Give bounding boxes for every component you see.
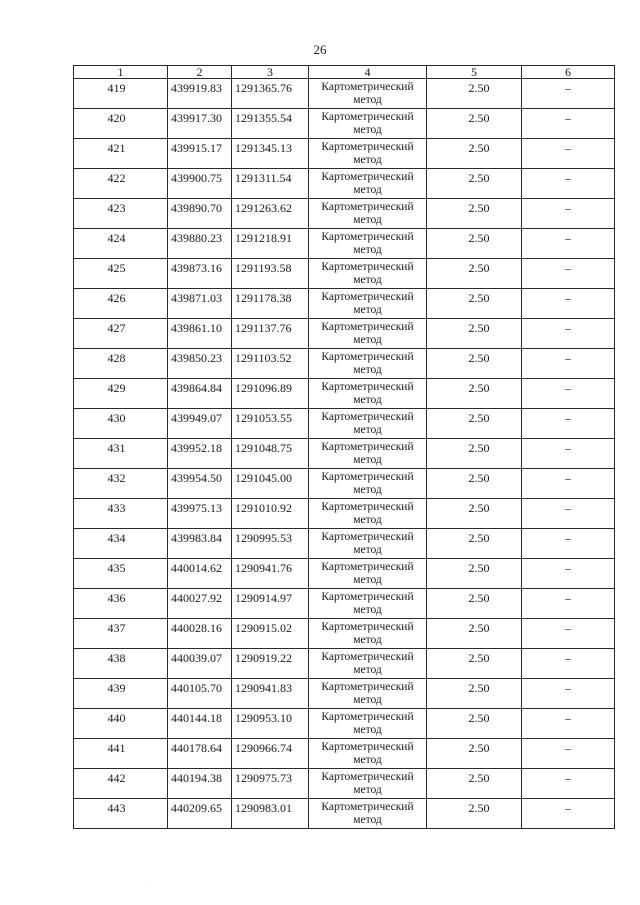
point-number-cell: 428 [74,349,168,379]
table-row [74,559,615,589]
method-cell [309,649,427,679]
method-line-2: метод [353,694,382,706]
point-number-cell: 432 [74,469,168,499]
method-cell [309,589,427,619]
method-line-1: Картометрический [321,171,414,183]
note-cell: – [522,589,615,619]
accuracy-cell: 2.50 [427,409,522,439]
method-line-1: Картометрический [321,411,414,423]
y-coordinate-cell: 1291010.92 [232,499,309,529]
y-coordinate-cell: 1291218.91 [232,229,309,259]
accuracy-cell: 2.50 [427,289,522,319]
table-row [74,79,615,109]
table-row [74,529,615,559]
note-cell: – [522,769,615,799]
accuracy-cell: 2.50 [427,79,522,109]
method-line-2: метод [353,484,382,496]
point-number-cell: 430 [74,409,168,439]
column-header: 6 [522,66,615,79]
method-cell [309,349,427,379]
method-cell [309,769,427,799]
method-cell [309,619,427,649]
table-row [74,259,615,289]
y-coordinate-cell: 1291137.76 [232,319,309,349]
method-cell [309,529,427,559]
method-line-2: метод [353,724,382,736]
page-number: 26 [313,42,327,57]
point-number-cell: 425 [74,259,168,289]
point-number-cell: 422 [74,169,168,199]
accuracy-cell: 2.50 [427,499,522,529]
accuracy-cell: 2.50 [427,559,522,589]
method-cell [309,469,427,499]
table-row [74,649,615,679]
note-cell: – [522,799,615,829]
method-line-2: метод [353,304,382,316]
method-line-1: Картометрический [321,201,414,213]
point-number-cell: 442 [74,769,168,799]
column-header: 2 [168,66,232,79]
note-cell: – [522,109,615,139]
y-coordinate-cell: 1291345.13 [232,139,309,169]
y-coordinate-cell: 1291365.76 [232,79,309,109]
x-coordinate-cell: 440014.62 [168,559,232,589]
accuracy-cell: 2.50 [427,379,522,409]
accuracy-cell: 2.50 [427,799,522,829]
y-coordinate-cell: 1290919.22 [232,649,309,679]
note-cell: – [522,469,615,499]
accuracy-cell: 2.50 [427,649,522,679]
y-coordinate-cell: 1290915.02 [232,619,309,649]
note-cell: – [522,739,615,769]
method-line-1: Картометрический [321,561,414,573]
point-number-cell: 436 [74,589,168,619]
point-number-cell: 435 [74,559,168,589]
y-coordinate-cell: 1291053.55 [232,409,309,439]
table-row [74,319,615,349]
method-line-2: метод [353,754,382,766]
note-cell: – [522,409,615,439]
note-cell: – [522,79,615,109]
note-cell: – [522,199,615,229]
method-line-2: метод [353,154,382,166]
x-coordinate-cell: 440144.18 [168,709,232,739]
x-coordinate-cell: 439952.18 [168,439,232,469]
table-row [74,769,615,799]
table-row [74,289,615,319]
method-line-1: Картометрический [321,141,414,153]
point-number-cell: 427 [74,319,168,349]
x-coordinate-cell: 439864.84 [168,379,232,409]
x-coordinate-cell: 439861.10 [168,319,232,349]
table-row [74,709,615,739]
point-number-cell: 439 [74,679,168,709]
method-line-1: Картометрический [321,591,414,603]
y-coordinate-cell: 1291263.62 [232,199,309,229]
method-cell [309,229,427,259]
method-line-1: Картометрический [321,651,414,663]
y-coordinate-cell: 1291311.54 [232,169,309,199]
method-line-1: Картометрический [321,771,414,783]
x-coordinate-cell: 439890.70 [168,199,232,229]
method-line-1: Картометрический [321,501,414,513]
table-header-row [74,66,615,79]
note-cell: – [522,529,615,559]
table-row [74,409,615,439]
column-header: 5 [427,66,522,79]
method-line-2: метод [353,664,382,676]
method-cell [309,199,427,229]
y-coordinate-cell: 1290983.01 [232,799,309,829]
y-coordinate-cell: 1291048.75 [232,439,309,469]
note-cell: – [522,259,615,289]
point-number-cell: 421 [74,139,168,169]
coordinates-table [73,65,615,829]
method-line-1: Картометрический [321,321,414,333]
method-line-1: Картометрический [321,261,414,273]
x-coordinate-cell: 440178.64 [168,739,232,769]
method-cell [309,109,427,139]
method-line-2: метод [353,334,382,346]
method-line-1: Картометрический [321,111,414,123]
method-line-2: метод [353,634,382,646]
accuracy-cell: 2.50 [427,319,522,349]
note-cell: – [522,439,615,469]
accuracy-cell: 2.50 [427,139,522,169]
method-line-1: Картометрический [321,441,414,453]
table-row [74,469,615,499]
point-number-cell: 419 [74,79,168,109]
x-coordinate-cell: 439954.50 [168,469,232,499]
y-coordinate-cell: 1291045.00 [232,469,309,499]
note-cell: – [522,349,615,379]
column-header: 4 [309,66,427,79]
accuracy-cell: 2.50 [427,619,522,649]
accuracy-cell: 2.50 [427,109,522,139]
accuracy-cell: 2.50 [427,259,522,289]
point-number-cell: 420 [74,109,168,139]
method-line-2: метод [353,814,382,826]
y-coordinate-cell: 1290941.83 [232,679,309,709]
method-cell [309,679,427,709]
method-line-2: метод [353,94,382,106]
x-coordinate-cell: 439900.75 [168,169,232,199]
method-cell [309,499,427,529]
note-cell: – [522,559,615,589]
method-line-2: метод [353,244,382,256]
accuracy-cell: 2.50 [427,769,522,799]
point-number-cell: 443 [74,799,168,829]
point-number-cell: 434 [74,529,168,559]
x-coordinate-cell: 439975.13 [168,499,232,529]
method-cell [309,559,427,589]
method-line-2: метод [353,184,382,196]
method-cell [309,169,427,199]
x-coordinate-cell: 440194.38 [168,769,232,799]
method-line-1: Картометрический [321,351,414,363]
method-line-1: Картометрический [321,531,414,543]
x-coordinate-cell: 440027.92 [168,589,232,619]
method-line-1: Картометрический [321,381,414,393]
method-cell [309,289,427,319]
method-line-1: Картометрический [321,231,414,243]
method-cell [309,319,427,349]
method-cell [309,79,427,109]
x-coordinate-cell: 439873.16 [168,259,232,289]
accuracy-cell: 2.50 [427,229,522,259]
note-cell: – [522,169,615,199]
point-number-cell: 423 [74,199,168,229]
method-cell [309,709,427,739]
x-coordinate-cell: 439850.23 [168,349,232,379]
method-cell [309,379,427,409]
y-coordinate-cell: 1291103.52 [232,349,309,379]
x-coordinate-cell: 439949.07 [168,409,232,439]
method-line-2: метод [353,394,382,406]
table-row [74,379,615,409]
x-coordinate-cell: 440105.70 [168,679,232,709]
table-body [74,79,615,829]
method-line-1: Картометрический [321,711,414,723]
note-cell: – [522,229,615,259]
method-line-2: метод [353,424,382,436]
y-coordinate-cell: 1290914.97 [232,589,309,619]
y-coordinate-cell: 1290941.76 [232,559,309,589]
method-line-2: метод [353,364,382,376]
note-cell: – [522,649,615,679]
y-coordinate-cell: 1291355.54 [232,109,309,139]
note-cell: – [522,619,615,649]
point-number-cell: 433 [74,499,168,529]
table-row [74,499,615,529]
y-coordinate-cell: 1290975.73 [232,769,309,799]
table-row [74,349,615,379]
x-coordinate-cell: 439917.30 [168,109,232,139]
method-line-1: Картометрический [321,291,414,303]
x-coordinate-cell: 440028.16 [168,619,232,649]
method-line-2: метод [353,544,382,556]
point-number-cell: 426 [74,289,168,319]
point-number-cell: 440 [74,709,168,739]
method-line-2: метод [353,214,382,226]
method-line-2: метод [353,454,382,466]
accuracy-cell: 2.50 [427,349,522,379]
table-row [74,619,615,649]
x-coordinate-cell: 439880.23 [168,229,232,259]
table-row [74,169,615,199]
method-cell [309,409,427,439]
table-row [74,229,615,259]
x-coordinate-cell: 439871.03 [168,289,232,319]
scan-speck: · [148,880,150,886]
x-coordinate-cell: 439983.84 [168,529,232,559]
note-cell: – [522,499,615,529]
method-line-2: метод [353,784,382,796]
method-line-1: Картометрический [321,81,414,93]
method-cell [309,739,427,769]
point-number-cell: 441 [74,739,168,769]
point-number-cell: 424 [74,229,168,259]
table-row [74,799,615,829]
y-coordinate-cell: 1291096.89 [232,379,309,409]
note-cell: – [522,289,615,319]
accuracy-cell: 2.50 [427,199,522,229]
table-row [74,139,615,169]
note-cell: – [522,709,615,739]
y-coordinate-cell: 1290966.74 [232,739,309,769]
method-cell [309,799,427,829]
method-cell [309,259,427,289]
note-cell: – [522,379,615,409]
method-line-1: Картометрический [321,681,414,693]
accuracy-cell: 2.50 [427,679,522,709]
y-coordinate-cell: 1291178.38 [232,289,309,319]
point-number-cell: 429 [74,379,168,409]
point-number-cell: 437 [74,619,168,649]
method-line-2: метод [353,514,382,526]
y-coordinate-cell: 1290995.53 [232,529,309,559]
y-coordinate-cell: 1290953.10 [232,709,309,739]
table-row [74,679,615,709]
method-line-2: метод [353,274,382,286]
method-cell [309,139,427,169]
accuracy-cell: 2.50 [427,439,522,469]
table-row [74,589,615,619]
method-line-1: Картометрический [321,471,414,483]
table-row [74,199,615,229]
table-row [74,439,615,469]
x-coordinate-cell: 440039.07 [168,649,232,679]
method-line-2: метод [353,604,382,616]
column-header: 1 [74,66,168,79]
x-coordinate-cell: 439915.17 [168,139,232,169]
method-line-1: Картометрический [321,621,414,633]
accuracy-cell: 2.50 [427,709,522,739]
accuracy-cell: 2.50 [427,529,522,559]
x-coordinate-cell: 440209.65 [168,799,232,829]
point-number-cell: 431 [74,439,168,469]
accuracy-cell: 2.50 [427,739,522,769]
note-cell: – [522,679,615,709]
point-number-cell: 438 [74,649,168,679]
table-row [74,109,615,139]
table-row [74,739,615,769]
method-line-2: метод [353,124,382,136]
method-cell [309,439,427,469]
accuracy-cell: 2.50 [427,469,522,499]
accuracy-cell: 2.50 [427,589,522,619]
accuracy-cell: 2.50 [427,169,522,199]
method-line-1: Картометрический [321,741,414,753]
column-header: 3 [232,66,309,79]
method-line-2: метод [353,574,382,586]
method-line-1: Картометрический [321,801,414,813]
note-cell: – [522,319,615,349]
note-cell: – [522,139,615,169]
x-coordinate-cell: 439919.83 [168,79,232,109]
y-coordinate-cell: 1291193.58 [232,259,309,289]
